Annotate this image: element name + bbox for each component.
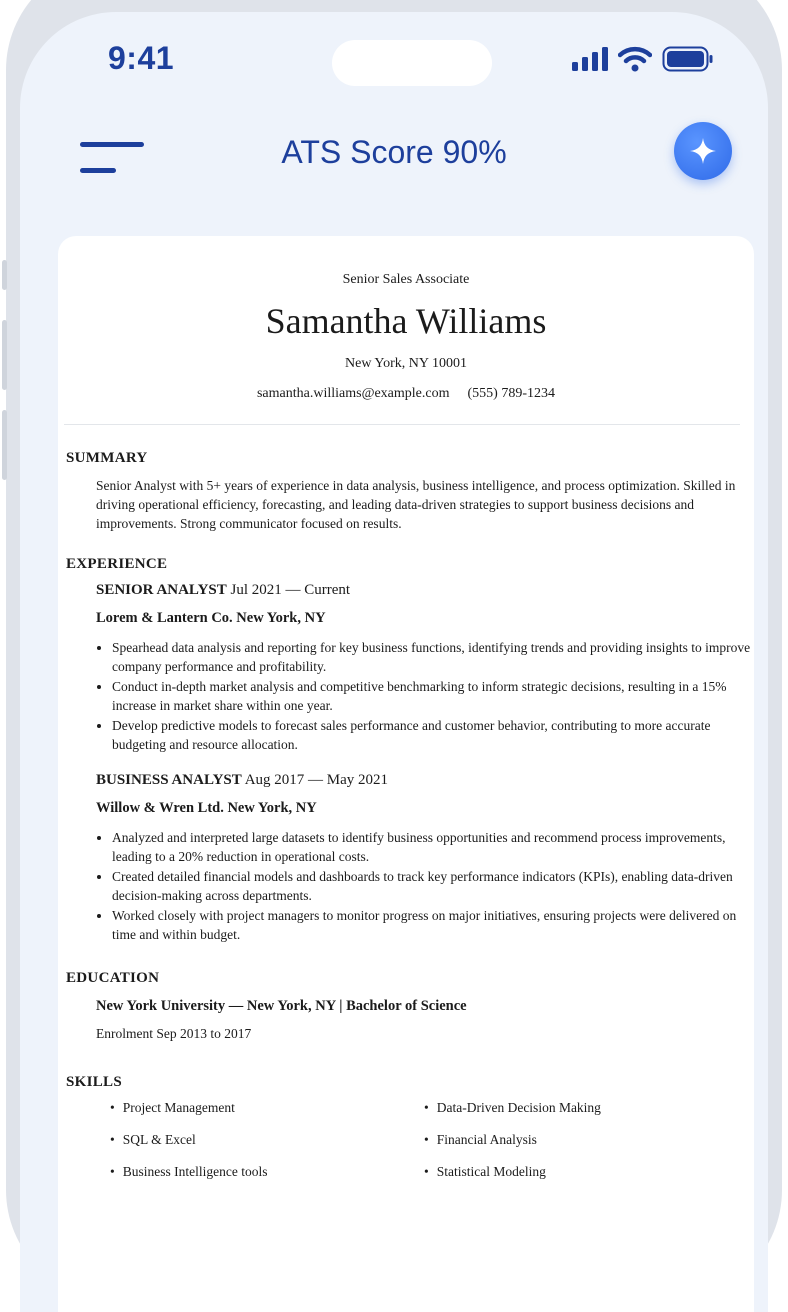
- skill-item: • Statistical Modeling: [424, 1164, 546, 1180]
- status-bar: [20, 12, 768, 122]
- status-time: 9:41: [108, 40, 175, 76]
- summary-text: Senior Analyst with 5+ years of experience in data analysis, business intelligence, and process optimization. Skilled in driving operational efficiency, forecasting, and leading data-driven strategies to support business decisions and improvements. Strong communicator focused on results.: [96, 478, 736, 531]
- resume-contact: [58, 386, 754, 402]
- phone-volume-up-button: [2, 320, 7, 390]
- skill-item: • Business Intelligence tools: [110, 1164, 267, 1180]
- resume-preview[interactable]: [58, 236, 754, 1312]
- dynamic-island: [332, 40, 492, 86]
- job-bullets: [96, 828, 752, 945]
- job-company: Willow & Wren Ltd. New York, NY: [96, 800, 317, 816]
- list-item: • Worked closely with project managers to monitor progress on major initiatives, ensuring projects were delivered on time and within budget.: [112, 906, 752, 944]
- wifi-icon: [618, 46, 652, 72]
- top-navigation: [20, 122, 768, 192]
- list-item: • Conduct in-depth market analysis and competitive benchmarking to inform strategic decisions, resulting in a 15% increase in market share within one year.: [112, 677, 752, 715]
- education-heading: EDUCATION: [66, 970, 160, 986]
- signal-icon: [572, 47, 608, 71]
- job-title-line: [96, 772, 388, 789]
- experience-heading: EXPERIENCE: [66, 556, 168, 572]
- phone-side-button: [2, 260, 7, 290]
- job-company: Lorem & Lantern Co. New York, NY: [96, 610, 326, 626]
- job-title-line: [96, 582, 350, 599]
- phone-volume-down-button: [2, 410, 7, 480]
- list-item: • Spearhead data analysis and reporting for key business functions, identifying trends and providing insights to improve company performance and profitability.: [112, 638, 752, 676]
- job-bullets: [96, 638, 752, 755]
- education-dates: Enrolment Sep 2013 to 2017: [96, 1026, 252, 1041]
- job-title: SENIOR ANALYST: [96, 582, 227, 598]
- job-title: BUSINESS ANALYST: [96, 772, 242, 788]
- skill-item: • SQL & Excel: [110, 1132, 196, 1148]
- ai-assistant-button[interactable]: [674, 122, 732, 180]
- list-item: • Created detailed financial models and dashboards to track key performance indicators (KPIs), enabling data-driven decision-making across departments.: [112, 867, 752, 905]
- skill-item: • Data-Driven Decision Making: [424, 1100, 601, 1116]
- skills-heading: SKILLS: [66, 1074, 122, 1090]
- resume-divider: [64, 424, 740, 425]
- sparkle-icon: [688, 136, 718, 166]
- phone-frame: [6, 0, 782, 1300]
- phone-screen: [20, 12, 768, 1312]
- status-icons: [572, 44, 714, 74]
- battery-icon: [662, 46, 714, 72]
- list-item: • Develop predictive models to forecast sales performance and customer behavior, contributing to more accurate budgeting and resource allocation.: [112, 716, 752, 754]
- resume-location: New York, NY 10001: [345, 356, 467, 371]
- job-dates: Jul 2021 — Current: [230, 582, 351, 598]
- list-item: • Analyzed and interpreted large datasets to identify business opportunities and recommend process improvements, leading to a 20% reduction in operational costs.: [112, 828, 752, 866]
- summary-heading: SUMMARY: [66, 450, 148, 466]
- education-line: New York University — New York, NY | Bachelor of Science: [96, 998, 467, 1014]
- skill-item: • Financial Analysis: [424, 1132, 537, 1148]
- resume-email: samantha.williams@example.com: [256, 386, 450, 401]
- ats-score-title: ATS Score 90%: [281, 134, 507, 170]
- resume-role: Senior Sales Associate: [342, 272, 470, 287]
- skill-item: • Project Management: [110, 1100, 235, 1116]
- resume-name: Samantha Williams: [265, 301, 547, 341]
- job-dates: Aug 2017 — May 2021: [244, 772, 389, 788]
- resume-phone: (555) 789-1234: [467, 386, 555, 401]
